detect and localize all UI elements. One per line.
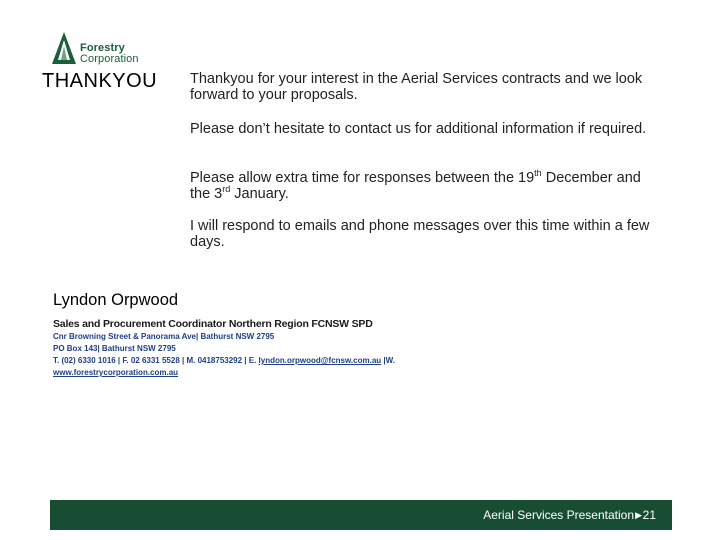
signature-email-link[interactable]: lyndon.orpwood@fcnsw.com.au (258, 356, 382, 365)
signature-website-link[interactable]: www.forestrycorporation.com.au (53, 368, 179, 377)
signature-address-street: Cnr Browning Street & Panorama Ave| Bathurst NSW 2795 (53, 332, 275, 341)
holiday-text-1: Please allow extra time for responses between the 19 (190, 170, 535, 186)
footer-label: Aerial Services Presentation (483, 508, 634, 522)
email-signature (53, 318, 473, 379)
tree-icon (50, 30, 78, 66)
footer-bar (50, 500, 672, 530)
ordinal-suffix-rd: rd (222, 184, 231, 195)
signature-address-po: PO Box 143| Bathurst NSW 2795 (53, 344, 176, 353)
signature-contact-line (53, 355, 473, 367)
paragraph-holiday (190, 170, 660, 202)
holiday-text-2: December and the 3 (190, 170, 641, 202)
paragraph-thankyou: Thankyou for your interest in the Aerial Services contracts and we look forward to your proposals. (190, 71, 643, 103)
forestry-corporation-logo (50, 30, 145, 68)
ordinal-suffix-th: th (534, 168, 542, 179)
signature-title: Sales and Procurement Coordinator Northern Region FCNSW SPD (53, 318, 373, 330)
signature-phones: T. (02) 6330 1016 | F. 02 6331 5528 | M. 0418753292 | E. (53, 356, 259, 365)
signature-web-label: |W. (381, 356, 395, 365)
page-number: 21 (642, 508, 656, 522)
triangle-right-icon: ▶ (635, 510, 642, 520)
signature-website-row (53, 367, 473, 379)
contact-name: Lyndon Orpwood (53, 291, 179, 309)
holiday-text-3: January. (230, 186, 289, 202)
page-title: THANKYOU (42, 70, 158, 92)
paragraph-contact: Please don’t hesitate to contact us for additional information if required. (190, 121, 647, 137)
logo-text-line1: Forestry (80, 42, 125, 54)
paragraph-response: I will respond to emails and phone messages over this time within a few days. (190, 218, 650, 250)
logo-text-line2: Corporation (80, 53, 139, 65)
